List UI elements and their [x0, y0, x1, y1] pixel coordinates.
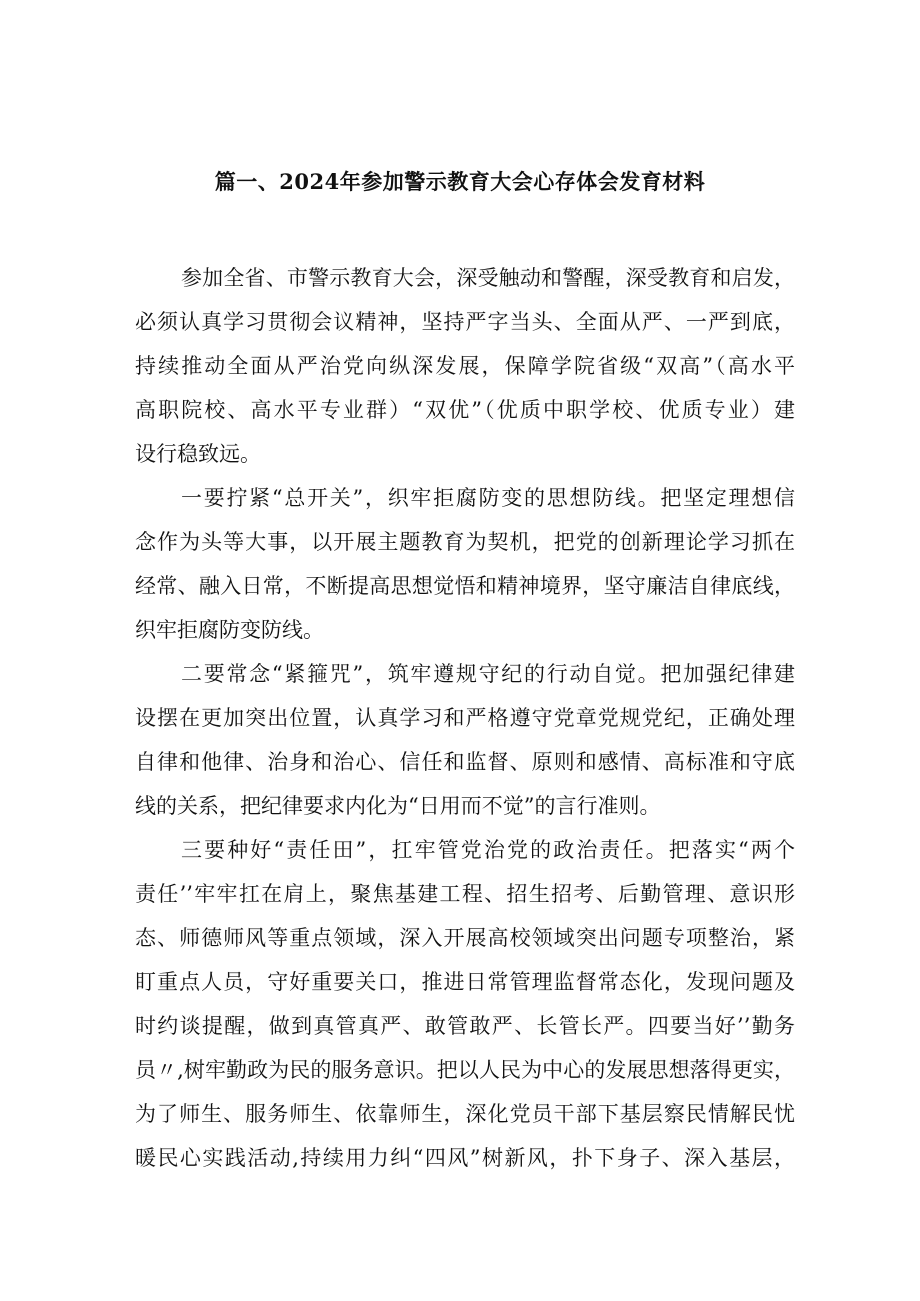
document-title: 篇一、2024年参加警示教育大会心存体会发育材料 [214, 169, 706, 194]
paragraph-line: 念作为头等大事，以开展主题教育为契机，把党的创新理论学习抓在 [135, 530, 795, 554]
paragraph-line: 经常、融入日常，不断提高思想觉悟和精神境界，坚守廉洁自律底线， [135, 574, 795, 598]
paragraph-line: 三要种好“责任田”，扛牢管党治党的政治责任。把落实“两个 [181, 838, 795, 862]
paragraph-line: 参加全省、市警示教育大会，深受触动和警醒，深受教育和启发， [181, 266, 795, 290]
paragraph-line: 织牢拒腐防变防线。 [135, 618, 324, 642]
paragraph-line: 二要常念“紧箍咒”，筑牢遵规守纪的行动自觉。把加强纪律建 [181, 662, 795, 686]
paragraph-line: 为了师生、服务师生、依靠师生，深化党员干部下基层察民情解民忧 [135, 1102, 795, 1126]
paragraph-line: 责任’’牢牢扛在肩上，聚焦基建工程、招生招考、后勤管理、意识形 [135, 882, 795, 906]
paragraph-line: 设行稳致远。 [135, 442, 261, 466]
paragraph-line: 盯重点人员，守好重要关口，推进日常管理监督常态化，发现问题及 [135, 970, 795, 994]
paragraph-line: 时约谈提醒，做到真管真严、敢管敢严、长管长严。四要当好’’勤务 [135, 1014, 795, 1038]
paragraph-line: 自律和他律、治身和治心、信任和监督、原则和感情、高标准和守底 [135, 750, 795, 774]
paragraph-line: 态、师德师风等重点领域，深入开展高校领域突出问题专项整治，紧 [135, 926, 795, 950]
paragraph-line: 持续推动全面从严治党向纵深发展，保障学院省级“双高”（高水平 [135, 354, 795, 378]
paragraph-line: 员〃,树牢勤政为民的服务意识。把以人民为中心的发展思想落得更实， [135, 1058, 795, 1082]
paragraph-line: 设摆在更加突出位置，认真学习和严格遵守党章党规党纪，正确处理 [135, 706, 795, 730]
paragraph-line: 高职院校、高水平专业群）“双优”（优质中职学校、优质专业）建 [135, 398, 795, 422]
paragraph-line: 线的关系，把纪律要求内化为“日用而不觉”的言行准则。 [135, 794, 661, 818]
paragraph-line: 暖民心实践活动,持续用力纠“四风”树新风，扑下身子、深入基层， [135, 1146, 795, 1170]
paragraph-line: 必须认真学习贯彻会议精神，坚持严字当头、全面从严、一严到底， [135, 310, 795, 334]
paragraph-line: 一要拧紧“总开关”，织牢拒腐防变的思想防线。把坚定理想信 [181, 486, 795, 510]
